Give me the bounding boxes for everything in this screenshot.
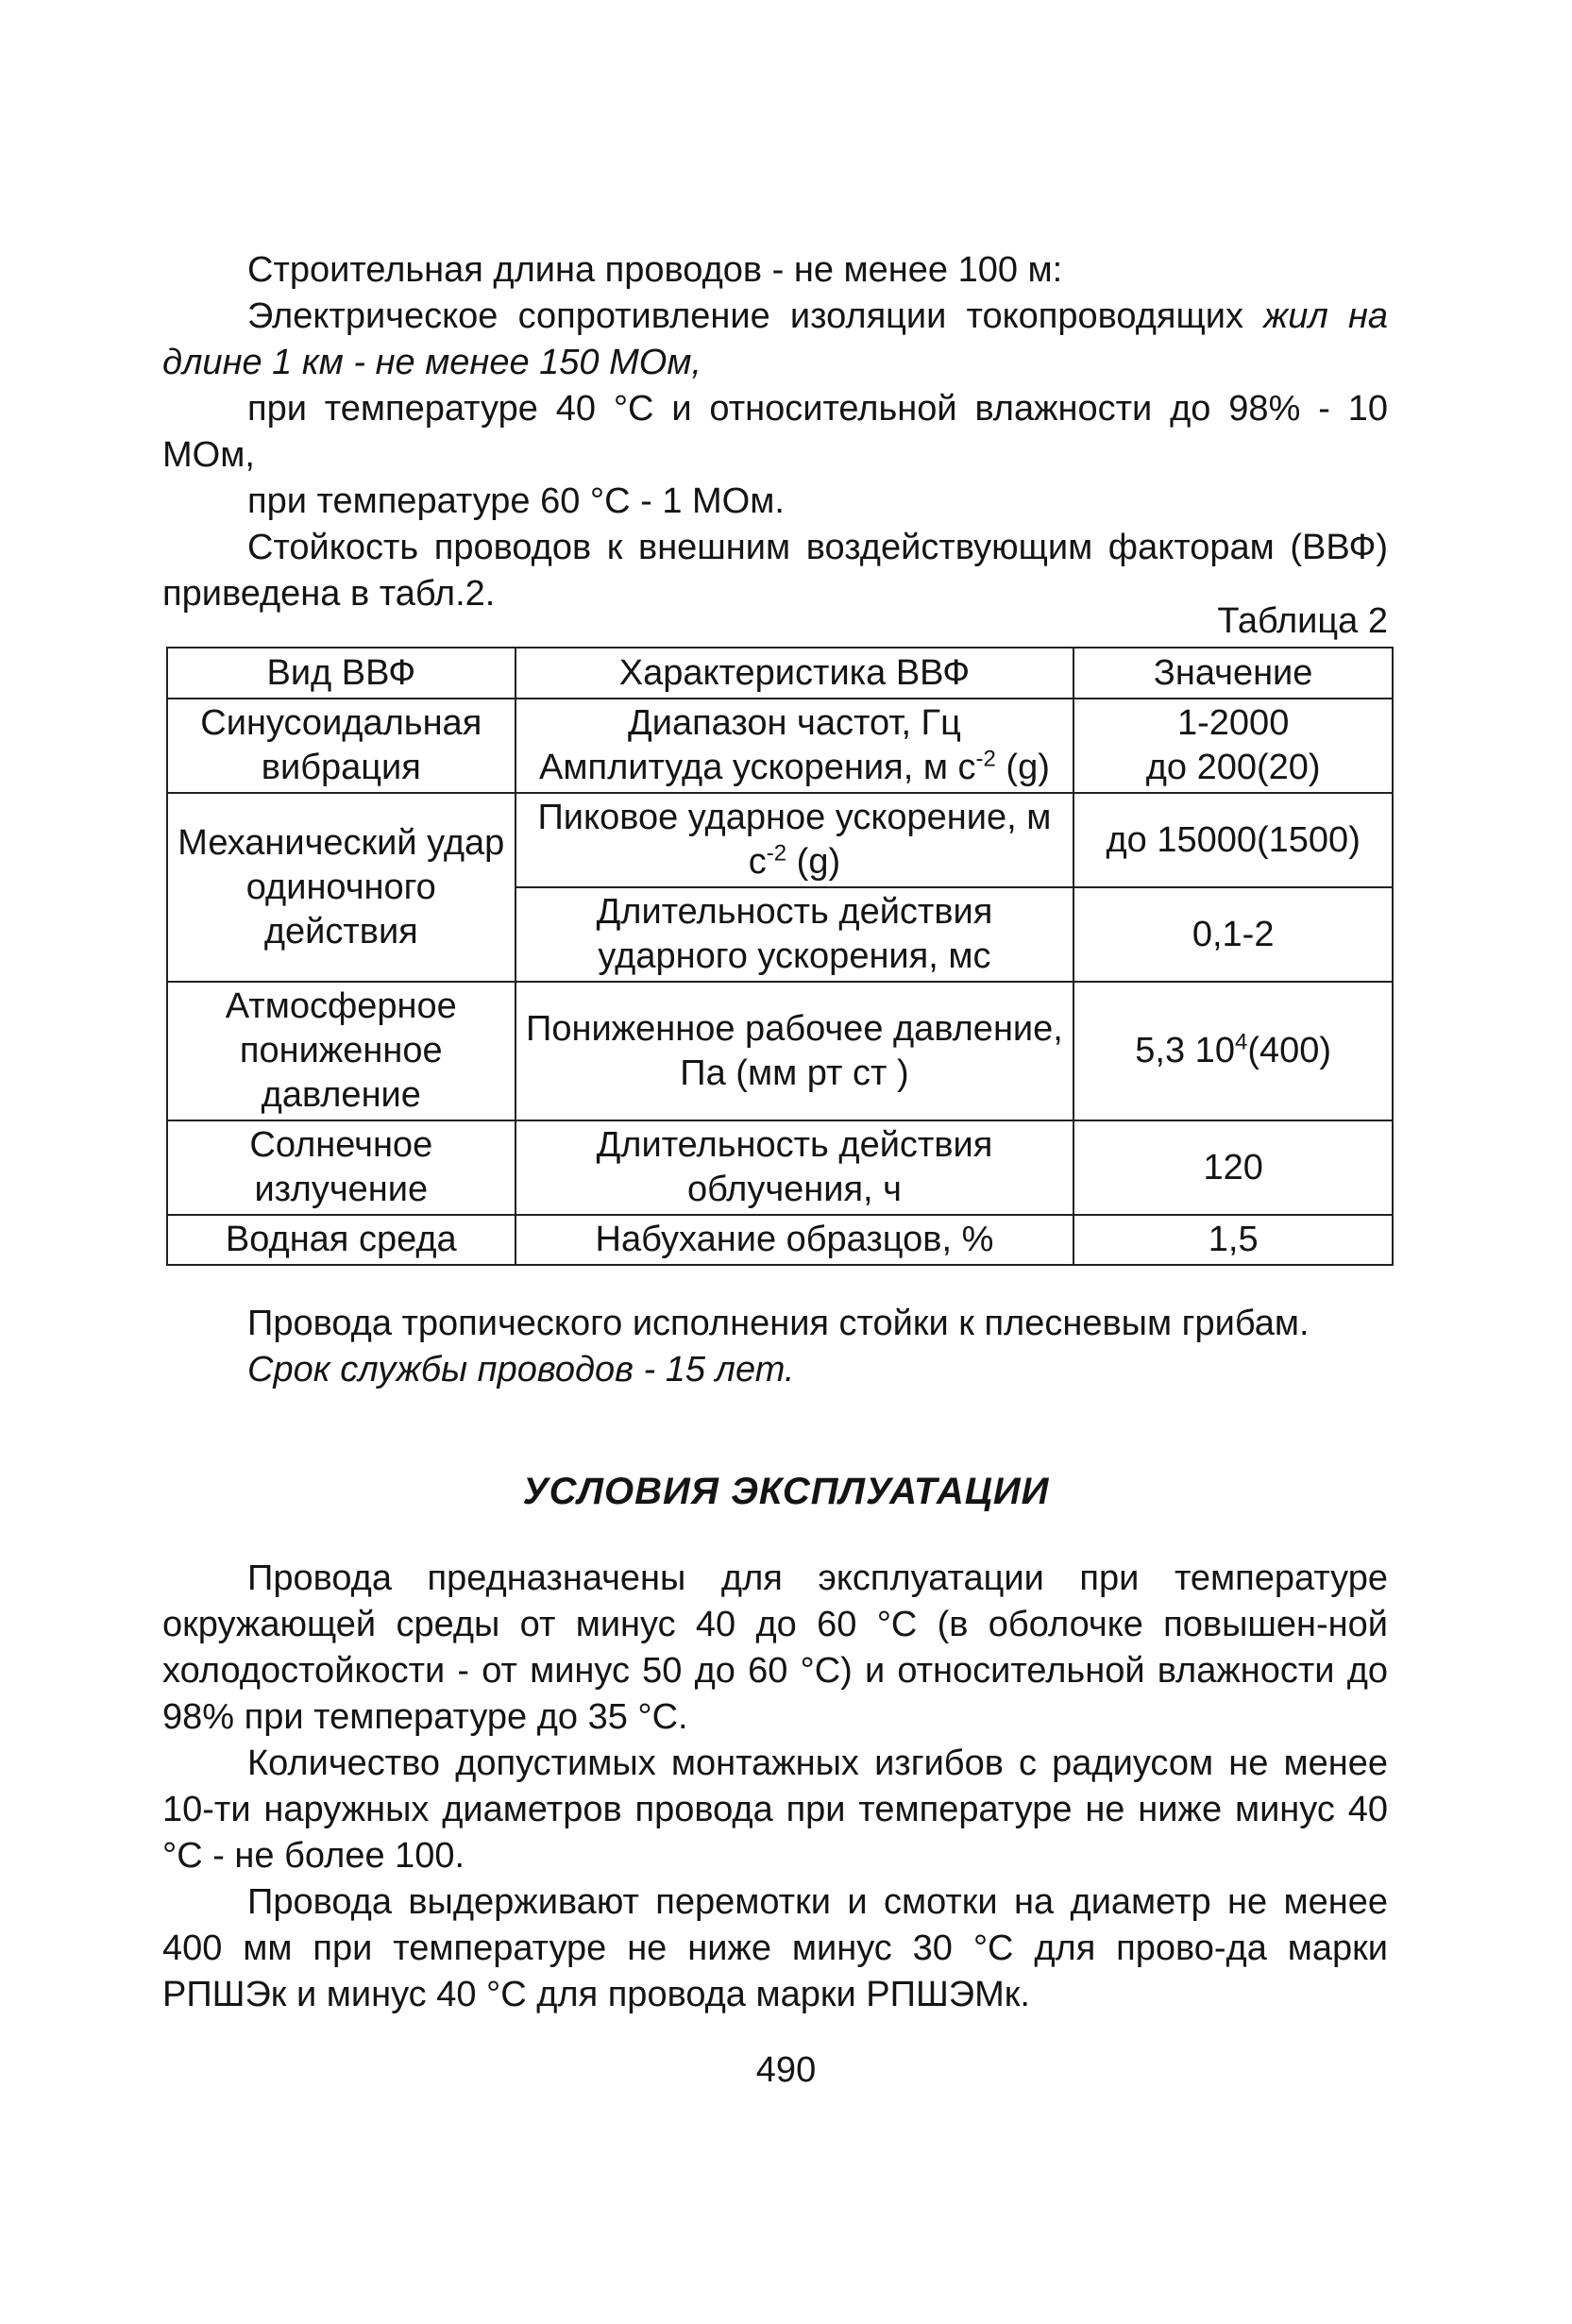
- cell-superscript: 4: [1234, 1029, 1248, 1055]
- cell-characteristic: Пониженное рабочее давление, Па (мм рт ст ): [516, 982, 1074, 1120]
- header-characteristic: Характеристика ВВФ: [516, 648, 1074, 699]
- cell-kind: Механический удар одиночного действия: [167, 793, 516, 982]
- cell-characteristic: Длительность действия ударного ускорения, мс: [516, 887, 1074, 982]
- length-paragraph: Строительная длина проводов - не менее 100 м:: [247, 250, 1063, 290]
- resistance-italic-text: жил на длине 1 км - не менее 150 МОм,: [162, 296, 1388, 382]
- cell-value: [1073, 699, 1393, 793]
- resistance-paragraph: [162, 294, 1388, 386]
- cell-line: Диапазон частот, Гц: [627, 703, 961, 743]
- cell-text: (400): [1247, 1031, 1332, 1070]
- temperature-paragraph: при температуре 60 °С - 1 МОм.: [247, 481, 785, 521]
- mold-resistance-paragraph: Провода тропического исполнения стойки к плесневым грибам.: [247, 1304, 1310, 1343]
- intro-text: [162, 247, 1388, 617]
- cell-text: Пиковое ударное ускорение, м с: [537, 798, 1052, 882]
- header-kind: Вид ВВФ: [167, 648, 516, 699]
- cell-text: (g): [995, 748, 1050, 787]
- cell-text: 5,3 10: [1135, 1031, 1235, 1070]
- cell-value: до 15000(1500): [1073, 793, 1393, 887]
- resistance-factors-paragraph: Стойкость проводов к внешним воздействующим факторам (ВВФ) приведена в табл.2.: [162, 528, 1388, 614]
- operating-temperature-paragraph: Провода предназначены для эксплуатации при температуре окружающей среды от минус 40 до 60 °С (в оболочке повышен-ной холодостойкости - от минус 50 до 60 °С) и относительной влажности до 98% при температуре до 35 °С.: [162, 1558, 1388, 1737]
- table-row: [167, 982, 1393, 1120]
- table-header-row: [167, 648, 1393, 699]
- cell-characteristic: [516, 699, 1074, 793]
- vvf-table: [166, 647, 1394, 1266]
- section-heading: УСЛОВИЯ ЭКСПЛУАТАЦИИ: [522, 1471, 1050, 1512]
- cell-characteristic: Набухание образцов, %: [516, 1215, 1074, 1265]
- cell-value: [1073, 982, 1393, 1120]
- header-value: Значение: [1073, 648, 1393, 699]
- cell-line: [522, 746, 1068, 790]
- operating-conditions-text: [162, 1556, 1388, 2018]
- cell-kind: Солнечное излучение: [167, 1120, 516, 1215]
- cell-value: 120: [1073, 1120, 1393, 1215]
- cell-value: 1,5: [1073, 1215, 1393, 1265]
- table-row: [167, 1215, 1393, 1265]
- table-row: [167, 793, 1393, 887]
- after-table-text: [162, 1301, 1388, 1393]
- service-life-paragraph: Срок службы проводов - 15 лет.: [247, 1350, 795, 1389]
- cell-kind: Атмосферное пониженное давление: [167, 982, 516, 1120]
- cell-superscript: -2: [975, 746, 996, 772]
- cell-text: Амплитуда ускорения, м с: [539, 748, 976, 787]
- table-row: [167, 1120, 1393, 1215]
- table-caption: Таблица 2: [1217, 601, 1388, 641]
- humidity-paragraph: при температуре 40 °С и относительной влажности до 98% - 10 МОм,: [162, 389, 1388, 475]
- cell-line: до 200(20): [1145, 748, 1321, 787]
- cell-text: (g): [786, 842, 841, 882]
- resistance-text: Электрическое сопротивление изоляции токопроводящих: [247, 296, 1264, 336]
- bending-paragraph: Количество допустимых монтажных изгибов с радиусом не менее 10-ти наружных диаметров провода при температуре не ниже минус 40 °С - не более 100.: [162, 1743, 1388, 1876]
- table-row: [167, 699, 1393, 793]
- page-number: 490: [755, 2050, 817, 2090]
- rewinding-paragraph: Провода выдерживают перемотки и смотки на диаметр не менее 400 мм при температуре не ниже минус 30 °С для прово-да марки РПШЭк и минус 40 °С для провода марки РПШЭМк.: [162, 1882, 1388, 2014]
- cell-characteristic: Длительность действия облучения, ч: [516, 1120, 1074, 1215]
- cell-kind: Водная среда: [167, 1215, 516, 1265]
- cell-line: 1-2000: [1177, 703, 1290, 743]
- cell-kind: Синусоидальная вибрация: [167, 699, 516, 793]
- cell-characteristic: [516, 793, 1074, 887]
- cell-superscript: -2: [766, 840, 787, 867]
- cell-value: 0,1-2: [1073, 887, 1393, 982]
